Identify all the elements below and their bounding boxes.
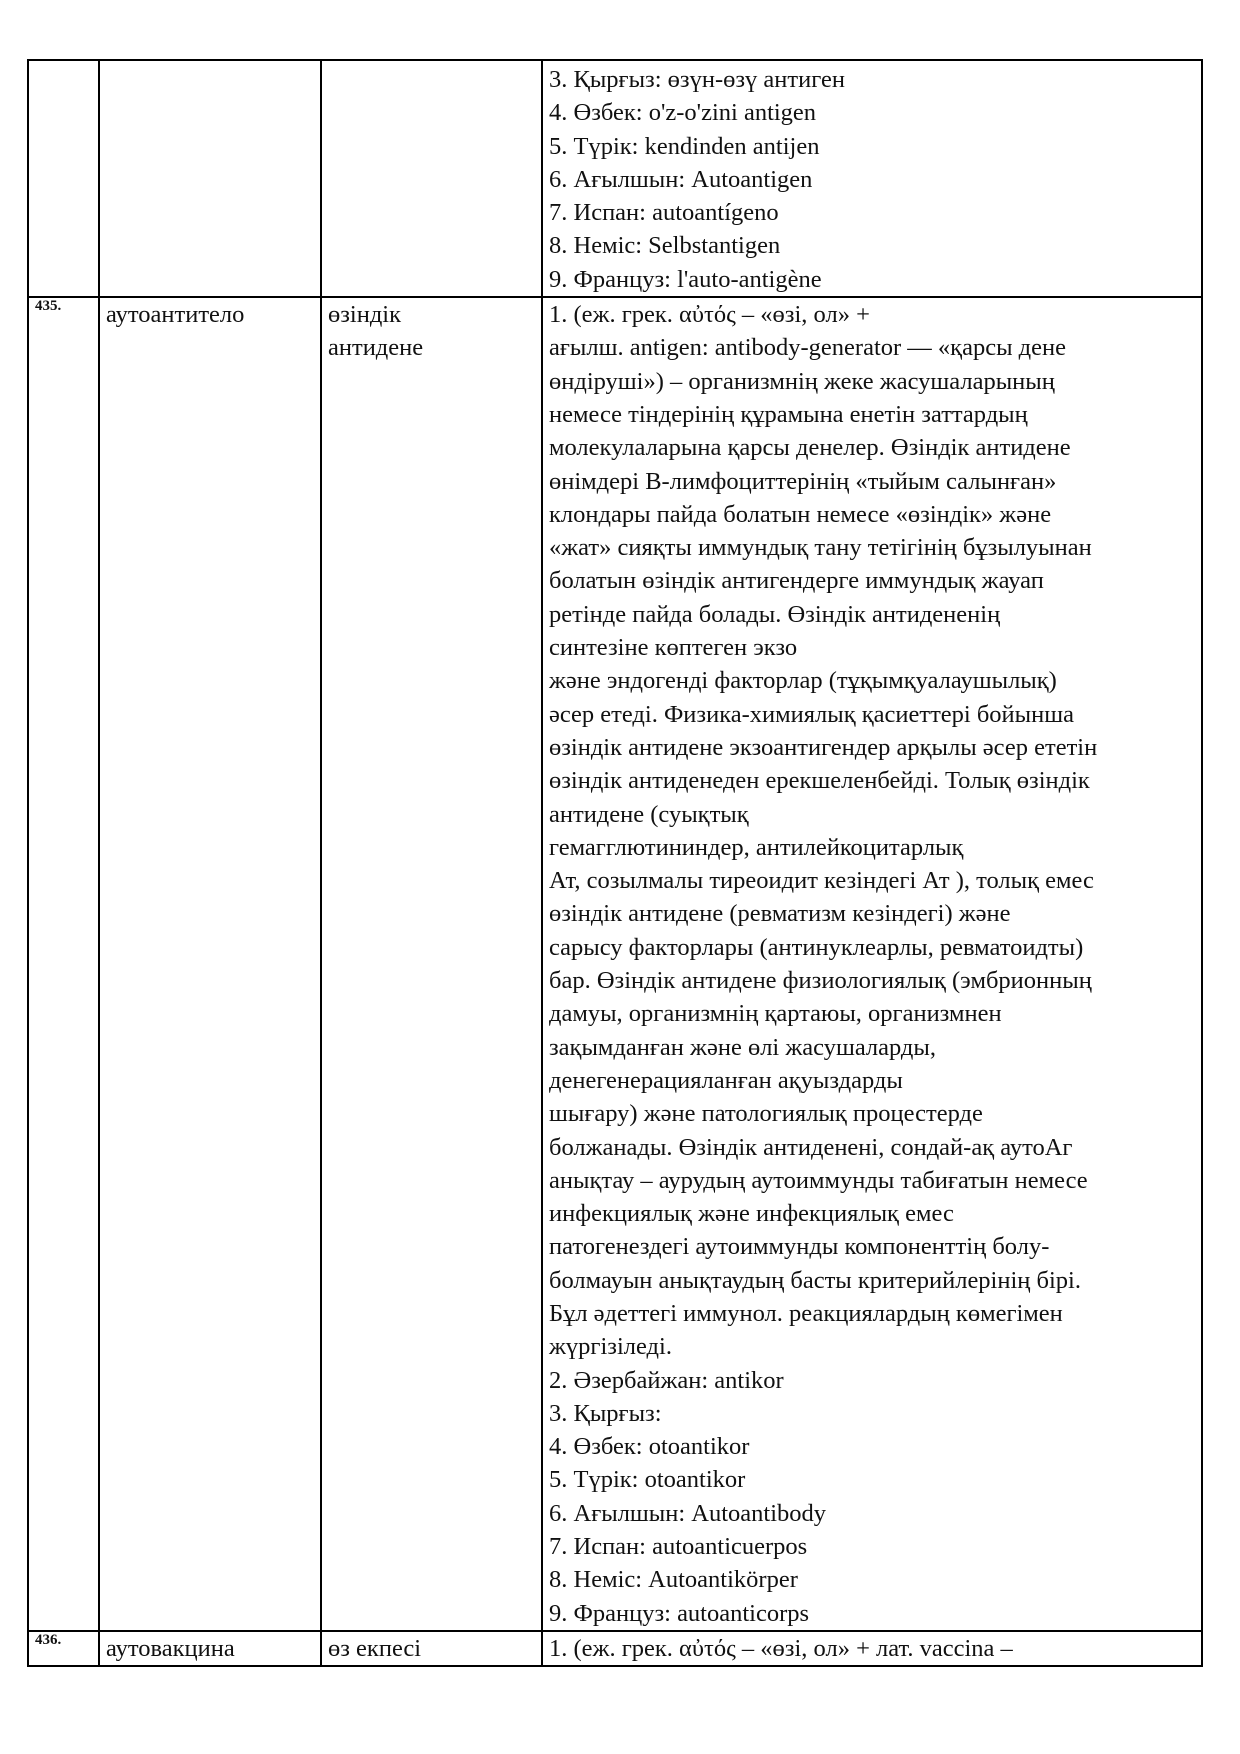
description-line: сарысу факторлары (антинуклеарлы, ревматоидты)	[549, 933, 1084, 961]
description-line: 9. Француз: autoanticorps	[549, 1599, 810, 1627]
description-line: 7. Испан: autoantígeno	[549, 199, 779, 227]
term-cell	[99, 297, 321, 1631]
description-line: клондары пайда болатын немесе «өзіндік» және	[549, 500, 1052, 528]
description-line: 1. (еж. грек. αὐτός – «өзі, ол» + лат. vaccina –	[549, 1634, 1013, 1662]
kazakh-term-line: өз екпесі	[328, 1634, 422, 1662]
description-line: әсер етеді. Физика-химиялық қасиеттері бойынша	[549, 700, 1074, 728]
description-line: 5. Түрік: kendinden antijen	[549, 132, 820, 160]
table-row	[28, 297, 1202, 1631]
description-line: өндіруші») – организмнің жеке жасушаларының	[549, 367, 1055, 395]
description-line: жүргізіледі.	[549, 1333, 672, 1361]
description-cell	[542, 297, 1202, 1631]
description-line: гемагглютининдер, антилейкоцитарлық	[549, 833, 964, 861]
description-line: өзіндік антиденеден ерекшеленбейді. Толық өзіндік	[549, 767, 1090, 795]
description-line: дамуы, организмнің қартаюы, организмнен	[549, 1000, 1002, 1028]
description-line: 1. (еж. грек. αὐτός – «өзі, ол» +	[549, 301, 870, 329]
description-line: анықтау – аурудың аутоиммунды табиғатын немесе	[549, 1166, 1088, 1194]
dictionary-table	[27, 59, 1203, 1667]
description-line: молекулаларына қарсы денелер. Өзіндік антидене	[549, 434, 1071, 462]
description-line: және эндогенді факторлар (тұқымқуалаушылық)	[549, 667, 1057, 695]
kazakh-term-cell	[321, 297, 542, 1631]
description-line: 7. Испан: autoanticuerpos	[549, 1533, 808, 1561]
description-line: өзіндік антидене экзоантигендер арқылы әсер ететін	[549, 733, 1098, 761]
entry-number: 435.	[28, 297, 99, 1631]
description-line: 4. Өзбек: otoantikor	[549, 1433, 750, 1461]
description-line: Бұл әдеттегі иммунол. реакциялардың көмегімен	[549, 1299, 1063, 1327]
description-line: ағылш. antigen: antibody-generator — «қарсы дене	[549, 334, 1066, 362]
description-line: ретінде пайда болады. Өзіндік антидененің	[549, 600, 1001, 628]
description-line: немесе тіндерінің құрамына енетін заттардың	[549, 400, 1028, 428]
table-row	[28, 60, 1202, 297]
description-line: патогенездегі аутоиммунды компоненттің болу-	[549, 1233, 1050, 1261]
description-line: өзіндік антидене (ревматизм кезіндегі) және	[549, 900, 1011, 928]
entry-number	[28, 60, 99, 297]
description-line: 8. Неміс: Autoantikörper	[549, 1566, 798, 1594]
description-line: 4. Өзбек: o'z-o'zini antigen	[549, 99, 817, 127]
description-line: болатын өзіндік антигендерге иммундық жауап	[549, 567, 1044, 595]
term-line: аутовакцина	[106, 1634, 235, 1662]
description-line: зақымданған және өлі жасушаларды,	[549, 1033, 936, 1061]
description-line: 6. Ағылшын: Autoantigen	[549, 165, 813, 193]
description-line: 3. Қырғыз: өзүн-өзү антиген	[549, 66, 845, 93]
description-line: Ат, созылмалы тиреоидит кезіндегі Ат ), толық емес	[549, 867, 1094, 895]
kazakh-term-cell	[321, 60, 542, 297]
description-line: денегенерацияланған ақуыздарды	[549, 1066, 903, 1094]
description-line: 6. Ағылшын: Autoantibody	[549, 1499, 827, 1527]
description-line: бар. Өзіндік антидене физиологиялық (эмбрионның	[549, 967, 1092, 995]
kazakh-term-line: антидене	[328, 334, 424, 362]
description-line: 5. Түрік: otoantikor	[549, 1466, 746, 1494]
description-line: шығару) және патологиялық процестерде	[549, 1100, 983, 1128]
description-line: инфекциялық және инфекциялық емес	[549, 1200, 954, 1228]
entry-number: 436.	[28, 1631, 99, 1666]
kazakh-term-cell	[321, 1631, 542, 1666]
table-row	[28, 1631, 1202, 1666]
description-line: 9. Француз: l'auto-antigène	[549, 265, 822, 293]
description-line: антидене (суықтық	[549, 800, 749, 828]
description-line: «жат» сияқты иммундық тану тетігінің бұзылуынан	[549, 534, 1092, 562]
description-line: өнімдері В-лимфоциттерінің «тыйым салынған»	[549, 467, 1057, 495]
term-cell	[99, 60, 321, 297]
description-line: болмауын анықтаудың басты критерийлерінің бірі.	[549, 1266, 1081, 1294]
description-line: болжанады. Өзіндік антиденені, сондай-ақ аутоАг	[549, 1133, 1073, 1161]
dictionary-table-body	[28, 60, 1202, 1666]
kazakh-term-line: өзіндік	[328, 301, 402, 329]
term-cell	[99, 1631, 321, 1666]
description-cell	[542, 1631, 1202, 1666]
description-cell	[542, 60, 1202, 297]
description-line: 3. Қырғыз:	[549, 1399, 662, 1427]
term-line: аутоантитело	[106, 301, 245, 329]
description-line: синтезіне көптеген экзо	[549, 634, 798, 662]
description-line: 2. Әзербайжан: antikor	[549, 1366, 784, 1394]
description-line: 8. Неміс: Selbstantigen	[549, 232, 781, 260]
